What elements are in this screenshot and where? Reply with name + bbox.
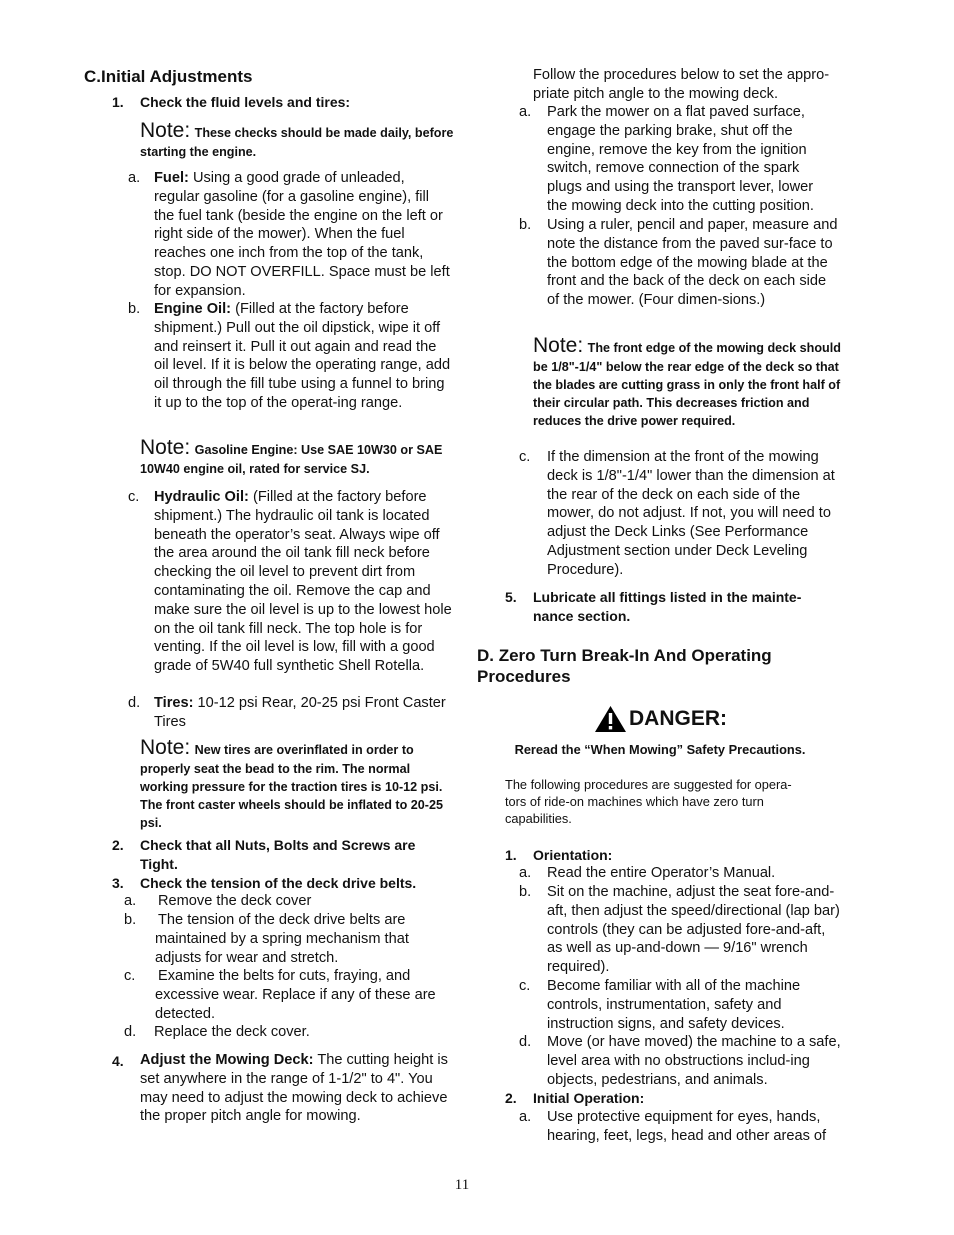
initial-operation-heading: Initial Operation: (533, 1090, 645, 1106)
item-3-number: 3. (112, 875, 124, 891)
list-label: a. (519, 865, 532, 881)
note-gasoline-engine (140, 436, 455, 478)
item-4-text: The cutting height is set anywhere in the range of 1-1/2" to 4". You may need to adjust the mowing deck to achieve the proper pitch angle for mowing. (140, 1052, 448, 1125)
section-d-title: D. Zero Turn Break-In And Operating Procedures (477, 646, 772, 686)
list-label: d. (519, 1034, 532, 1050)
orientation-step-read: Read the entire Operator’s Manual. (547, 865, 776, 881)
fuel-text: Using a good grade of unleaded, regular gasoline (for a gasoline engine), fill the fuel tank (beside the engine on the left or right side of the mower). When the fuel reaches one inch from the top of the tank, stop. DO NOT OVERFILL. Space must be left for expansion. (154, 170, 450, 299)
item-2-number: 2. (112, 837, 124, 853)
initial-operation-step-protective: Use protective equipment for eyes, hands, hearing, feet, legs, head and other areas of (547, 1109, 827, 1144)
hydraulic-oil-paragraph (154, 488, 452, 676)
initial-operation-number: 2. (505, 1090, 517, 1106)
list-label: d. (128, 695, 141, 711)
note-label: Note: (533, 334, 584, 357)
pitch-step-park: Park the mower on a flat paved surface, engage the parking brake, shut off the engine, remove the key from the ignition switch, remove connection of the spark plugs and using the transport lever, lower the mowing deck into the cutting position. (547, 104, 814, 214)
note-text: The front edge of the mowing deck should be 1/8"-1/4" below the rear edge of the deck so that the blades are cutting grass in only the front half of their circular path. This decreases friction and reduces the drive power required. (533, 341, 841, 428)
orientation-number: 1. (505, 847, 517, 863)
procedures-intro: The following procedures are suggested for opera-tors of ride-on machines which have zero turn capabilities. (505, 777, 792, 826)
note-fuel-check (140, 119, 455, 161)
note-text: New tires are overinflated in order to properly seat the bead to the rim. The normal working pressure for the traction tires is 10-12 psi. The front caster wheels should be inflated to 20-25 psi. (140, 743, 444, 830)
fuel-title: Fuel: (154, 170, 189, 186)
page-number: 11 (454, 1177, 470, 1193)
orientation-step-move: Move (or have moved) the machine to a safe, level area with no obstructions includ-ing objects, pedestrians, and animals. (547, 1034, 841, 1088)
list-label: b. (519, 217, 532, 233)
note-text: Gasoline Engine: Use SAE 10W30 or SAE 10W40 engine oil, rated for service SJ. (140, 443, 443, 476)
section-c-title: C.Initial Adjustments (84, 67, 253, 86)
tires-title: Tires: (154, 695, 194, 711)
fuel-paragraph (154, 169, 452, 301)
hydraulic-oil-title: Hydraulic Oil: (154, 489, 249, 505)
tires-paragraph (154, 694, 452, 732)
item-5-heading: Lubricate all fittings listed in the mainte-nance section. (533, 589, 802, 624)
list-label: c. (519, 978, 531, 994)
list-label: a. (124, 893, 137, 909)
item-3-heading: Check the tension of the deck drive belts. (140, 875, 417, 891)
item-4-title: Adjust the Mowing Deck: (140, 1052, 314, 1068)
hydraulic-oil-text: (Filled at the factory before shipment.) The hydraulic oil tank is located beneath the operator’s seat. Always wipe off the area around the oil tank fill neck before checking the oil level to prevent dirt from contaminating the oil. Remove the cap and make sure the oil level is up to the lowest hole on the oil tank fill neck. The top hole is for venting. If the oil level is low, fill with a good grade of 5W40 full synthetic Shell Rotella. (154, 489, 452, 675)
list-label: c. (124, 968, 136, 984)
note-label: Note: (140, 736, 191, 759)
note-text: These checks should be made daily, before starting the engine. (140, 126, 454, 159)
orientation-heading: Orientation: (533, 847, 613, 863)
list-label: c. (519, 449, 531, 465)
item-1-heading: Check the fluid levels and tires: (140, 94, 351, 110)
item-4-number: 4. (112, 1053, 124, 1069)
pitch-intro: Follow the procedures below to set the appro-priate pitch angle to the mowing deck. (533, 67, 830, 102)
item-4-paragraph (140, 1051, 452, 1126)
belt-step-remove-cover: Remove the deck cover (158, 893, 312, 909)
engine-oil-text: (Filled at the factory before shipment.) Pull out the oil dipstick, wipe it off and reinsert it. Pull it out again and read the oil level. If it is below the operating range, add oil through the fill tube using a funnel to bring it up to the top of the operat-ing range. (154, 301, 451, 411)
tires-text: 10-12 psi Rear, 20-25 psi Front Caster Tires (154, 695, 446, 730)
list-label: b. (519, 884, 532, 900)
list-label: c. (128, 489, 140, 505)
danger-text: Reread the “When Mowing” Safety Precautions. (514, 742, 806, 757)
engine-oil-paragraph (154, 300, 452, 413)
list-label: d. (124, 1024, 137, 1040)
list-label: b. (128, 301, 141, 317)
belt-step-replace-cover: Replace the deck cover. (154, 1024, 310, 1040)
orientation-step-adjust: Sit on the machine, adjust the seat fore-and-aft, then adjust the speed/directional (lap bar) controls (they can be adjusted fore-and-aft, as well as up-and-down — 9/16" wrench required). (547, 884, 840, 976)
list-label: a. (519, 104, 532, 120)
item-5-number: 5. (505, 589, 517, 605)
warning-triangle-icon (594, 705, 627, 733)
danger-banner (594, 704, 727, 734)
item-2-heading: Check that all Nuts, Bolts and Screws are Tight. (140, 837, 416, 872)
belt-step-tension: The tension of the deck drive belts are maintained by a spring mechanism that adjusts for wear and stretch. (155, 912, 409, 966)
note-label: Note: (140, 119, 191, 142)
note-deck-edge (533, 334, 845, 430)
list-label: b. (124, 912, 137, 928)
list-label: a. (128, 170, 141, 186)
note-label: Note: (140, 436, 191, 459)
item-1-number: 1. (112, 94, 124, 110)
belt-step-examine: Examine the belts for cuts, fraying, and excessive wear. Replace if any of these are detected. (155, 968, 436, 1022)
list-label: a. (519, 1109, 532, 1125)
pitch-step-compare: If the dimension at the front of the mowing deck is 1/8"-1/4" lower than the dimension at the rear of the deck on each side of the mower, do not adjust. If not, you will need to adjust the Deck Links (See Performance Adjustment section under Deck Leveling Procedure). (547, 449, 835, 578)
orientation-step-familiar: Become familiar with all of the machine controls, instrumentation, safety and instruction signs, and safety devices. (547, 978, 801, 1032)
note-tire-pressure (140, 736, 452, 832)
danger-label: DANGER: (629, 707, 727, 730)
pitch-step-measure: Using a ruler, pencil and paper, measure and note the distance from the paved sur-face to the bottom edge of the mowing blade at the front and the back of the deck on each side of the mower. (Four dimen-sions.) (547, 217, 838, 309)
engine-oil-title: Engine Oil: (154, 301, 232, 317)
